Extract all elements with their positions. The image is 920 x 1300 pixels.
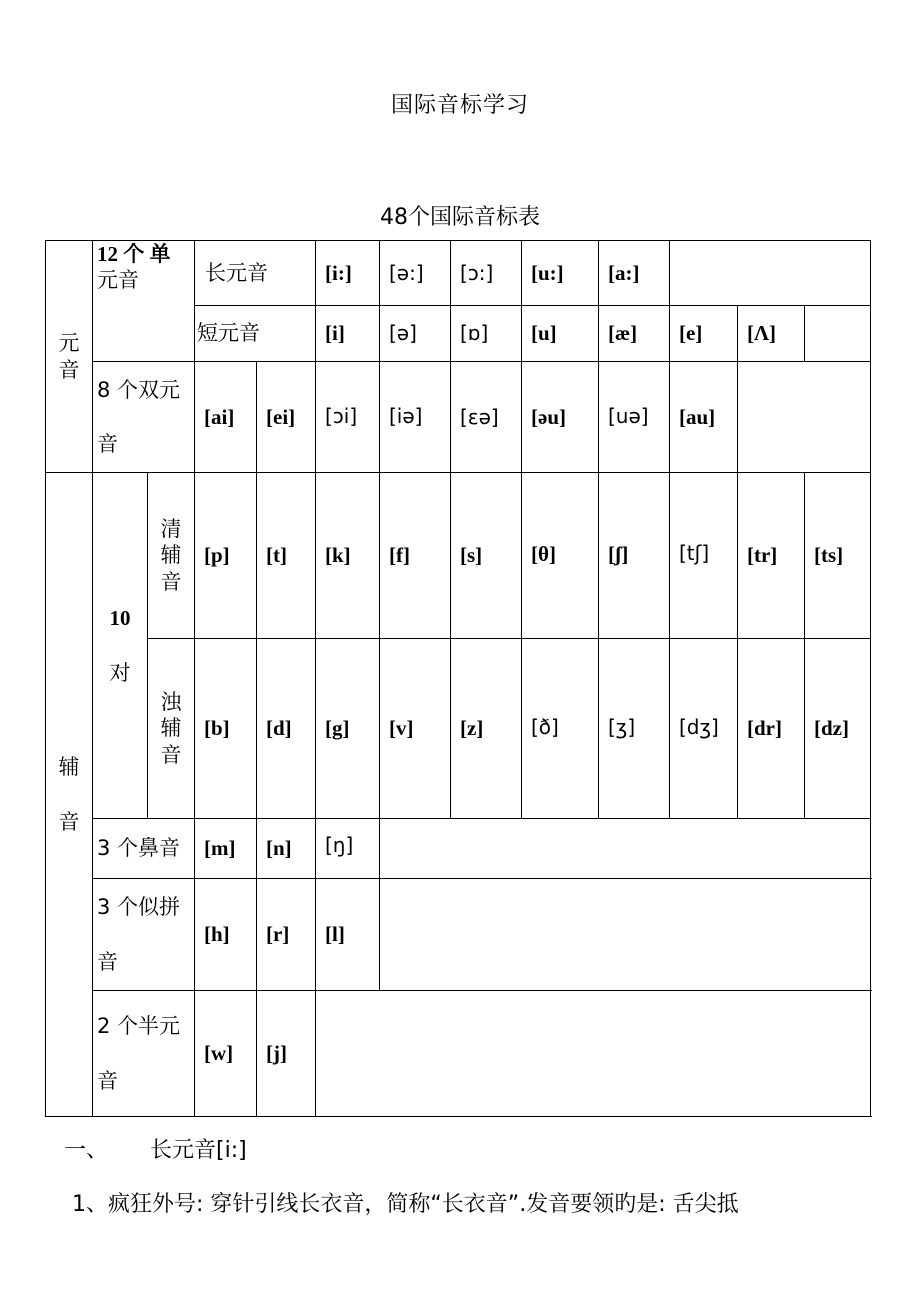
table-title: 48个国际音标表 (380, 205, 540, 230)
short-vowel-symbol: [e] (670, 306, 738, 362)
semivowel-label-line1: 2 个半元 (97, 1013, 181, 1038)
section-heading-text: 长元音[i:] (150, 1138, 247, 1163)
pairs-label-line1: 10 (109, 605, 131, 630)
voiceless-consonant: [s] (451, 473, 522, 639)
voiced-consonant: [b] (195, 639, 257, 819)
vowel-label-line1: 元 (58, 331, 80, 356)
long-vowel-symbol: [ɔ:] (451, 241, 522, 306)
consonant-category-cell (46, 473, 93, 1117)
pinyin-like-group-cell (93, 879, 195, 991)
voiced-consonant: [dʒ] (670, 639, 738, 819)
monophthong-group-cell (93, 241, 195, 362)
diphthong-symbol: [ei] (257, 362, 316, 473)
voiced-consonant: [g] (316, 639, 380, 819)
diphthong-symbol: [εə] (451, 362, 522, 473)
monophthong-group-line1: 12 个 单 (97, 242, 171, 266)
vowel-category-cell (46, 241, 93, 473)
semivowel-consonant: [j] (257, 991, 316, 1117)
short-vowel-symbol: [Λ] (738, 306, 805, 362)
consonant-label-line2: 音 (58, 809, 80, 834)
diphthong-symbol: [iə] (380, 362, 451, 473)
empty-cell (380, 819, 871, 879)
voiced-consonant: [v] (380, 639, 451, 819)
semivowel-label-line2: 音 (97, 1068, 118, 1093)
diphthong-symbol: [ɔi] (316, 362, 380, 473)
voiceless-consonant: [tʃ] (670, 473, 738, 639)
short-vowel-symbol: [æ] (599, 306, 670, 362)
monophthong-group-line2: 元音 (97, 268, 139, 293)
body-paragraph: 1、疯狂外号: 穿针引线长衣音，简称“长衣音”.发音要领旳是: 舌尖抵 (72, 1192, 739, 1217)
short-vowel-symbol: [ə] (380, 306, 451, 362)
short-vowel-symbol: [ɒ] (451, 306, 522, 362)
diphthong-group-cell (93, 362, 195, 473)
empty-cell (670, 241, 871, 306)
pinyin-like-label-line2: 音 (97, 949, 118, 974)
voiced-consonant: [ʒ] (599, 639, 670, 819)
voiced-label-char: 浊 (160, 690, 182, 715)
section-heading (64, 1133, 247, 1164)
voiceless-consonant: [f] (380, 473, 451, 639)
diphthong-symbol: [uə] (599, 362, 670, 473)
voiced-label-char: 辅 (160, 716, 182, 741)
voiced-consonant: [dr] (738, 639, 805, 819)
empty-cell (805, 306, 871, 362)
voiceless-consonant: [k] (316, 473, 380, 639)
pairs-group-cell (93, 473, 148, 819)
voiceless-consonant: [t] (257, 473, 316, 639)
voiced-consonant: [d] (257, 639, 316, 819)
ipa-chart-table (45, 240, 871, 1117)
pinyin-like-consonant: [h] (195, 879, 257, 991)
nasal-consonant: [n] (257, 819, 316, 879)
long-vowel-symbol: [u:] (522, 241, 599, 306)
empty-cell (380, 879, 871, 991)
empty-cell (738, 362, 871, 473)
semivowel-group-cell (93, 991, 195, 1117)
voiced-consonant: [z] (451, 639, 522, 819)
nasal-group-label: 3 个鼻音 (93, 819, 195, 879)
voiced-label-cell (148, 639, 195, 819)
section-number: 一、 (64, 1138, 109, 1163)
document-title: 国际音标学习 (390, 93, 529, 118)
short-vowel-symbol: [u] (522, 306, 599, 362)
voiceless-consonant: [tr] (738, 473, 805, 639)
voiceless-consonant: [p] (195, 473, 257, 639)
voiceless-label-cell (148, 473, 195, 639)
vowel-label-line2: 音 (58, 357, 80, 382)
nasal-consonant: [m] (195, 819, 257, 879)
voiceless-label-char: 清 (160, 517, 182, 542)
long-vowel-label: 长元音 (195, 241, 316, 306)
voiced-consonant: [dz] (805, 639, 871, 819)
short-vowel-symbol: [i] (316, 306, 380, 362)
diphthong-symbol: [ai] (195, 362, 257, 473)
consonant-label-line1: 辅 (58, 754, 80, 779)
voiceless-consonant: [θ] (522, 473, 599, 639)
voiced-consonant: [ð] (522, 639, 599, 819)
diphthong-symbol: [au] (670, 362, 738, 473)
nasal-consonant: [ŋ] (316, 819, 380, 879)
short-vowel-label: 短元音 (195, 306, 316, 362)
voiceless-consonant: [ʃ] (599, 473, 670, 639)
pinyin-like-consonant: [l] (316, 879, 380, 991)
long-vowel-symbol: [ə:] (380, 241, 451, 306)
voiceless-label-char: 音 (160, 569, 182, 594)
diphthong-group-line1: 8 个双元 (97, 378, 181, 402)
pinyin-like-label-line1: 3 个似拼 (97, 894, 181, 919)
pinyin-like-consonant: [r] (257, 879, 316, 991)
voiceless-consonant: [ts] (805, 473, 871, 639)
voiced-label-char: 音 (160, 742, 182, 767)
semivowel-consonant: [w] (195, 991, 257, 1117)
diphthong-symbol: [əu] (522, 362, 599, 473)
voiceless-label-char: 辅 (160, 543, 182, 568)
pairs-label-line2: 对 (109, 660, 131, 685)
long-vowel-symbol: [i:] (316, 241, 380, 306)
empty-cell (316, 991, 871, 1117)
long-vowel-symbol: [a:] (599, 241, 670, 306)
diphthong-group-line2: 音 (97, 432, 118, 456)
